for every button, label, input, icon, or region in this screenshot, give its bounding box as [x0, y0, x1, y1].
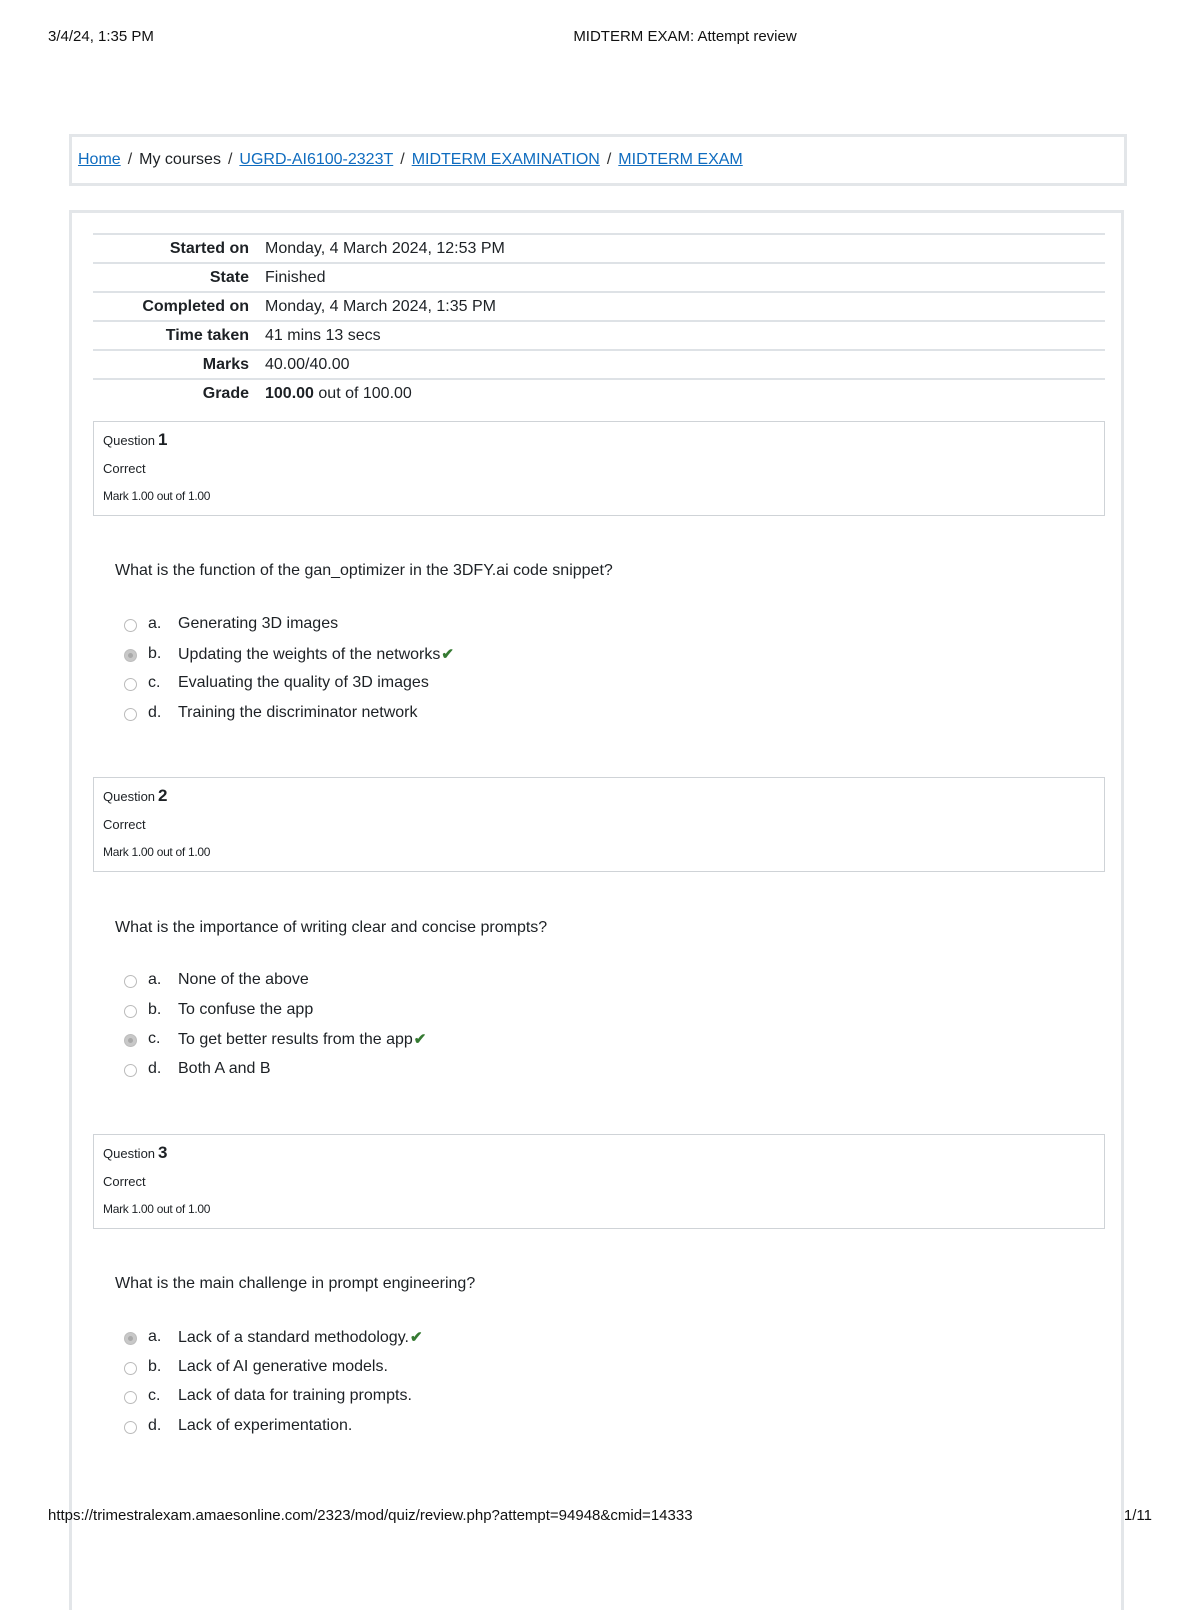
question-label: Question	[103, 789, 156, 804]
summary-value: 41 mins 13 secs	[265, 326, 381, 344]
question-number	[103, 430, 168, 450]
answer-text: Evaluating the quality of 3D images	[178, 674, 429, 691]
summary-label: Time taken	[165, 326, 249, 344]
summary-value: 40.00/40.00	[265, 355, 350, 373]
answer-text: Both A and B	[178, 1059, 271, 1077]
summary-row-started	[93, 234, 1105, 263]
answer-letter: a.	[148, 1328, 162, 1345]
question-state: Correct	[103, 1174, 146, 1189]
correct-check-icon: ✔	[413, 1031, 427, 1048]
answer-letter: a.	[148, 615, 162, 632]
breadcrumb-bar	[69, 134, 1127, 186]
breadcrumb-section-link[interactable]: MIDTERM EXAMINATION	[411, 151, 600, 168]
answer-text: None of the above	[178, 971, 309, 988]
answer-text: Lack of data for training prompts.	[178, 1387, 412, 1404]
summary-label: State	[209, 268, 249, 286]
summary-label: Started on	[169, 239, 249, 257]
print-footer	[48, 1507, 1152, 1527]
summary-label: Completed on	[142, 297, 249, 315]
radio-button-checked[interactable]	[124, 1332, 137, 1345]
answer-text: Lack of a standard methodology.	[178, 1329, 409, 1346]
radio-button[interactable]	[124, 1005, 137, 1018]
grade-score: 100.00	[265, 384, 314, 402]
answer-letter: c.	[148, 674, 161, 691]
summary-label: Marks	[202, 355, 249, 373]
print-url: https://trimestralexam.amaesonline.com/2323/mod/quiz/review.php?attempt=94948&cmid=14333	[48, 1507, 693, 1524]
radio-button[interactable]	[124, 708, 137, 721]
correct-check-icon: ✔	[441, 645, 454, 663]
answer-text: Updating the weights of the networks	[178, 645, 441, 663]
grade-out-of: out of 100.00	[318, 384, 412, 402]
question-number	[103, 786, 168, 806]
print-date: 3/4/24, 1:35 PM	[48, 28, 154, 45]
question-info-2	[93, 777, 1105, 872]
question-state: Correct	[103, 817, 146, 832]
question-grade: Mark 1.00 out of 1.00	[103, 845, 211, 859]
answer-letter: b.	[148, 644, 162, 662]
question-text-2: What is the importance of writing clear and concise prompts?	[115, 919, 548, 936]
answer-letter: b.	[148, 1357, 162, 1375]
answer-text: Lack of AI generative models.	[178, 1357, 388, 1375]
question-state: Correct	[103, 461, 146, 476]
attempt-summary-table	[93, 233, 1105, 407]
summary-value: Monday, 4 March 2024, 12:53 PM	[265, 239, 505, 257]
question-number-value: 2	[158, 786, 168, 805]
radio-button[interactable]	[124, 619, 137, 632]
question-text-1: What is the function of the gan_optimizer in the 3DFY.ai code snippet?	[115, 562, 613, 579]
breadcrumb-home-link[interactable]: Home	[78, 151, 121, 168]
summary-row-time-taken	[93, 321, 1105, 350]
print-header	[48, 28, 1152, 48]
answer-letter: b.	[148, 1000, 162, 1018]
summary-value: Finished	[265, 268, 326, 286]
breadcrumb-separator: /	[400, 151, 405, 168]
summary-value	[257, 379, 1105, 407]
answer-letter: c.	[148, 1387, 161, 1404]
breadcrumb-separator: /	[127, 151, 133, 168]
summary-row-grade	[93, 379, 1105, 407]
question-info-1	[93, 421, 1105, 516]
breadcrumb-quiz-link[interactable]: MIDTERM EXAM	[618, 151, 743, 168]
radio-button[interactable]	[124, 1362, 137, 1375]
answer-text: Generating 3D images	[178, 615, 339, 632]
answer-text-wrapper	[178, 645, 454, 664]
question-grade: Mark 1.00 out of 1.00	[103, 1202, 211, 1216]
radio-button[interactable]	[124, 1391, 137, 1404]
correct-check-icon: ✔	[409, 1329, 423, 1346]
question-number	[103, 1143, 168, 1163]
answer-text: Lack of experimentation.	[178, 1416, 353, 1434]
summary-row-completed	[93, 292, 1105, 321]
question-grade: Mark 1.00 out of 1.00	[103, 489, 211, 503]
breadcrumb-separator: /	[606, 151, 612, 168]
answer-text-wrapper	[178, 1030, 426, 1049]
question-label: Question	[103, 1146, 156, 1161]
answer-text: To confuse the app	[178, 1000, 314, 1018]
breadcrumb	[78, 151, 743, 169]
summary-label: Grade	[202, 384, 249, 402]
answer-letter: d.	[148, 703, 162, 721]
radio-button[interactable]	[124, 1421, 137, 1434]
summary-value: Monday, 4 March 2024, 1:35 PM	[265, 297, 496, 315]
breadcrumb-separator: /	[227, 151, 233, 168]
answer-text: To get better results from the app	[178, 1031, 413, 1048]
question-number-value: 3	[158, 1143, 168, 1162]
breadcrumb-my-courses: My courses	[139, 151, 221, 168]
summary-row-state	[93, 263, 1105, 292]
breadcrumb-course-link[interactable]: UGRD-AI6100-2323T	[239, 151, 394, 168]
radio-button-checked[interactable]	[124, 649, 137, 662]
answer-letter: d.	[148, 1416, 162, 1434]
answer-letter: d.	[148, 1059, 162, 1077]
radio-button-checked[interactable]	[124, 1034, 137, 1047]
radio-button[interactable]	[124, 975, 137, 988]
radio-button[interactable]	[124, 1064, 137, 1077]
summary-row-marks	[93, 350, 1105, 379]
question-number-value: 1	[158, 430, 168, 449]
question-info-3	[93, 1134, 1105, 1229]
print-page-number: 1/11	[1123, 1507, 1152, 1524]
question-text-3: What is the main challenge in prompt engineering?	[115, 1275, 476, 1292]
question-label: Question	[103, 433, 156, 448]
print-page-title: MIDTERM EXAM: Attempt review	[573, 28, 797, 45]
answer-text: Training the discriminator network	[178, 703, 418, 721]
answer-letter: a.	[148, 971, 162, 988]
answer-letter: c.	[148, 1030, 161, 1047]
radio-button[interactable]	[124, 678, 137, 691]
answer-text-wrapper	[178, 1328, 423, 1347]
